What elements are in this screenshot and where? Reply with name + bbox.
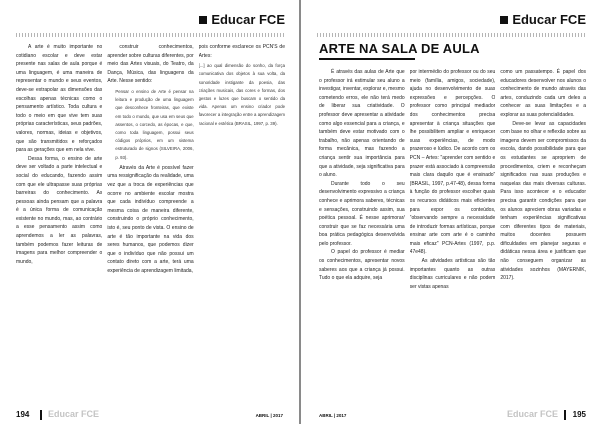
footer-brand: Educar FCE — [48, 409, 100, 419]
section-title: ARTE NA SALA DE AULA — [319, 41, 480, 56]
page-footer — [0, 400, 299, 424]
column-1 — [319, 68, 405, 400]
title-underline — [319, 58, 415, 60]
dotted-rule — [317, 33, 586, 37]
masthead — [199, 12, 285, 27]
paragraph: Deve-se levar as capacidades com base no olhar e reflexão sobre as imagens devem ser compromissos da escola, dando possibilidade para que os estudantes se apropriem de procedimentos, criem e reconheçam significados nas suas produções e naquelas das mais diversas culturas. Para isso acontecer e o educador precisa garantir condições para que os alunos apreciem obras variadas e tenham experiências significativas com diferentes tipos de materiais, muitos docentes possuem dificuldades em planejar seguras e didáticas nessa área e justificam que não conseguem organizar as atividades sozinhos (MAYERNIK, 2017). — [500, 120, 587, 282]
paragraph: Através da Arte é possível fazer uma ressignificação da realidade, uma vez que a troca de experiências que ocorre no ambiente escolar mostra que cada indivíduo compreende a mesma coisa de maneira diferente, construindo o próprio conhecimento, isto é, seu ponto de vista. O ensino de arte é tão importante na vida dos seres humanos, que podemos dizer que o indivíduo que não possui um contato direto com a arte, terá uma experiência de aprendizagem limitada, — [107, 164, 194, 274]
quote-text: [...] ao qual dimensão do sonho, da força comunicativa dos objetos à sua volta, da sonoridade instigante da poesia, das criações musicais, das cores e formas, dos gestos e luzes que buscam o sentido da vida. Apenas um ensino criador pode favorecer a integração entre a aprendizagem racional e estética (BRASIL, 1997, p. 39). — [198, 63, 285, 126]
paragraph: A arte é muito importante no cotidiano escolar e deve estar presente nas salas de aula porque é uma linguagem, é uma maneira de representar o mundo e seus eventos, deve-se extrapolar as dimensões das escolhas apenas técnicas como o pensamento artístico. Toda cultura e todo o meio em que vive tem suas próprias características, seus padrões, valores, normas, ideias e objetivos, que são transmitidos e reforçados para as gerações que em nela vive. — [16, 44, 103, 154]
column-1 — [16, 43, 102, 400]
masthead — [500, 12, 586, 27]
masthead-title: Educar FCE — [211, 12, 285, 27]
footer-divider — [564, 410, 566, 420]
column-2 — [107, 43, 193, 400]
body-columns — [16, 43, 285, 400]
left-page — [0, 0, 299, 424]
block-quote — [199, 62, 285, 128]
page-number: 194 — [16, 410, 30, 419]
masthead-title: Educar FCE — [512, 12, 586, 27]
paragraph: Dessa forma, o ensino de arte deve ser voltado a parte intelectual e social do educando, fazendo assim com que ele ultrapasse suas próprias barreiras do conhecimento. As pessoas ainda pensam que a palavra é a única forma de comunicação existente no mundo, mas, ao contrário a esse pensamento assim como aprendemos a ler as palavras, também podemos fazer leituras de imagens para melhor compreender o mundo, — [16, 155, 103, 265]
block-quote — [115, 88, 193, 162]
footer-brand: Educar FCE — [506, 409, 558, 419]
page-footer — [301, 400, 600, 424]
footer-date: ABRIL | 2017 — [255, 413, 283, 418]
paragraph: Durante todo o seu desenvolvimento expressivo a criança conhece e aprimora saberes, técnicas e sensações, construindo assim, sua poética pessoal. É nesse aprimorar/ construir que se faz necessária uma boa prática pedagógica desenvolvida pelo professor. — [319, 180, 405, 247]
column-3 — [500, 68, 586, 400]
dotted-rule — [16, 33, 285, 37]
quote-text: Pensar o ensino de Arte é pensar na leitura e produção de uma linguagem que desconhece fronteiras, que existe em todo o mundo, que usa em seus que assentos, o corcedo, as épocas, e que, como toda linguagem, possui seus códigos próprios, em um sistema estruturado de signos (SILVEIRA, 2006, p. 93). — [115, 88, 194, 160]
square-icon — [500, 16, 508, 24]
right-page — [301, 0, 600, 424]
square-icon — [199, 16, 207, 24]
body-columns — [319, 68, 586, 400]
page-number: 195 — [572, 410, 586, 419]
column-2 — [410, 68, 496, 400]
paragraph: construir conhecimentos, aprender sobre culturas diferentes, por meio das Artes visuais, do Teatro, da Dança, Música, das linguagens da Arte. Nesse sentido: — [107, 44, 194, 85]
paragraph: É através das aulas de Arte que o professor irá estimular seu aluno a investigar, inventar, explorar e, mesmo cometendo erros, ele não terá medo de liberar sua criatividade. O professor deve apresentar a atividade como algo essencial para a criança, e também deve estar motivado com o trabalho, não apenas orientando de forma mecânica, mas fazendo a criança sentir sua importância para que a atividade, seja significativa para o aluno. — [319, 69, 405, 179]
footer-date: ABRIL | 2017 — [319, 413, 347, 418]
paragraph: As atividades artísticas são tão importantes quanto as outras disciplinas curriculares e não podem ser vistas apenas — [409, 258, 496, 290]
paragraph: como um passatempo. É papel dos educadores desenvolver nos alunos o conhecimento de mundo através das artes, conduzindo cada um deles a conhecer as suas limitações e a explorar as suas potencialidades. — [500, 69, 587, 118]
paragraph: por intermédio do professor ou do seu meio (família, amigos, sociedade), ajuda no desenvolvimento de suas expressões e percepções. O professor como principal mediador dos conhecimentos precisa apresentar à criança situações que lhe possibilitem ampliar e enriquecer suas experiências, de modo prazeroso e lúdico. De acordo com os PCN – Artes: "aprender com sentido e prazer está associado à compreensão mais clara daquilo que é ensinado" (BRASIL, 1997, p.47-48), dessa forma à função do professor escolher quais os recursos didáticos mais eficientes para expor os conteúdos, "observando sempre a necessidade de introduzir formas artísticas, porque ensinar arte com arte é o caminho mais eficaz" PCN-Artes (1997, p.p. 47e48). — [409, 69, 496, 256]
paragraph: O papel do professor é mediar os conhecimentos, apresentar novos saberes aos que a criança já possui. Tudo o que ela adquire, seja — [319, 249, 405, 282]
paragraph: pois conforme esclarece os PCN'S de Artes: — [198, 44, 285, 59]
column-3 — [199, 43, 285, 400]
footer-divider — [40, 410, 42, 420]
